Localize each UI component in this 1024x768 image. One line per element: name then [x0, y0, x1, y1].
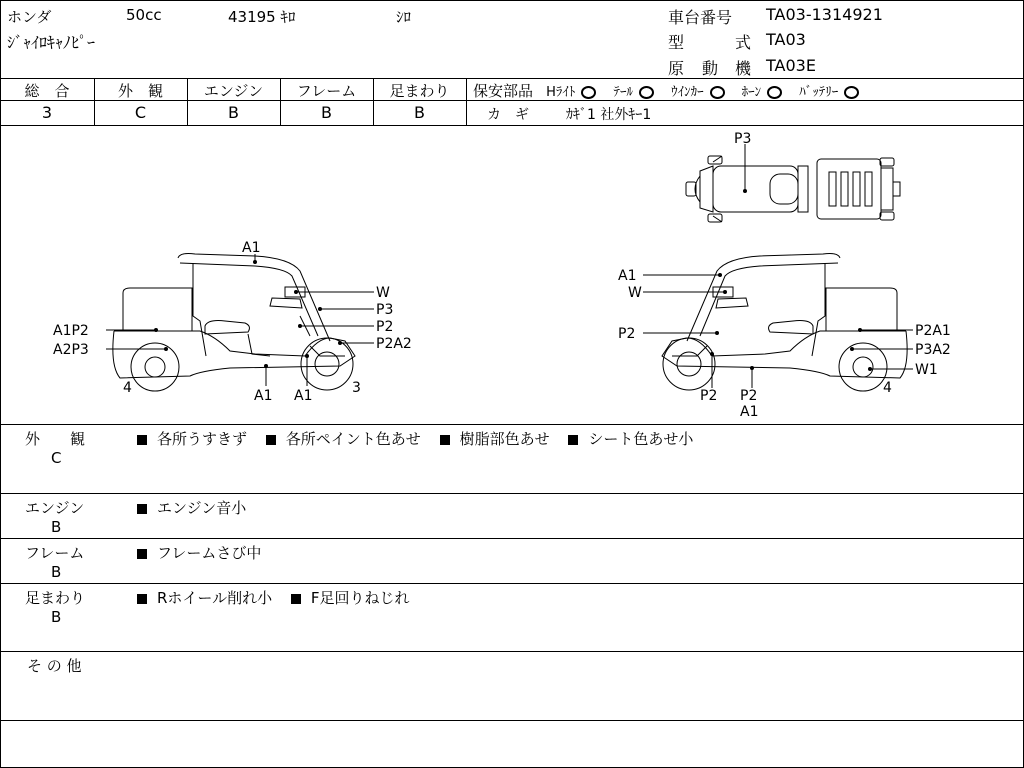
left-wheel-3-label: 3	[352, 380, 361, 396]
safety-item-headlight: Hﾗｲﾄ	[546, 85, 596, 100]
damage-diagram	[0, 126, 1024, 424]
finding-item: Rホイール削れ小	[137, 587, 272, 608]
left-side-vehicle	[113, 254, 355, 392]
safety-item-winker: ｳｲﾝｶｰ	[671, 85, 725, 100]
section-exterior-findings	[137, 428, 707, 449]
engine-label-2: 動	[702, 59, 719, 78]
type-label-1: 型	[668, 33, 685, 52]
bullet-square-icon	[137, 549, 147, 559]
bullet-square-icon	[568, 435, 578, 445]
engine-grade-label: エンジン	[203, 82, 264, 100]
key-label: カ ギ	[487, 107, 529, 123]
mileage: 43195 ｷﾛ	[228, 8, 296, 26]
bullet-square-icon	[440, 435, 450, 445]
safety-item-battery: ﾊﾞｯﾃﾘｰ	[799, 85, 859, 100]
model-name: ｼﾞｬｲﾛｷｬﾉﾋﾟｰ	[7, 33, 96, 52]
bullet-square-icon	[137, 504, 147, 514]
frame-no-label: 車台番号	[668, 8, 733, 27]
finding-item: 樹脂部色あせ	[440, 428, 550, 449]
left-p3-label: P3	[376, 302, 394, 318]
frame-no: TA03-1314921	[766, 5, 883, 24]
right-w-label: W	[628, 285, 642, 301]
finding-item: エンジン音小	[137, 497, 246, 518]
overall-label: 総 合	[24, 82, 70, 100]
safety-parts-row	[473, 80, 859, 101]
type-label-2: 式	[735, 33, 752, 52]
ok-circle-icon	[710, 86, 725, 99]
ok-circle-icon	[581, 86, 596, 99]
left-a1p2-label: A1P2	[53, 323, 89, 339]
type-value: TA03	[766, 30, 806, 49]
right-p2-bottom-label-1: P2	[700, 388, 718, 404]
section-engine-label: エンジン	[25, 499, 85, 517]
frame-grade-label: フレーム	[296, 82, 357, 100]
exterior-grade: C	[134, 103, 147, 122]
section-frame-label: フレーム	[25, 544, 85, 562]
engine-grade: B	[228, 103, 239, 122]
ok-circle-icon	[767, 86, 782, 99]
engine-label-1: 原	[668, 59, 685, 78]
key-value: ｶｷﾞ1 社外ｷｰ1	[566, 107, 652, 123]
left-a1-top-label: A1	[242, 240, 261, 256]
ok-circle-icon	[844, 86, 859, 99]
exterior-label: 外 観	[117, 82, 163, 100]
safety-item-tail: ﾃｰﾙ	[613, 85, 654, 100]
safety-label: 保安部品	[473, 82, 534, 100]
suspension-grade: B	[414, 103, 425, 122]
safety-item-horn: ﾎｰﾝ	[742, 85, 783, 100]
finding-item: シート色あせ小	[568, 428, 693, 449]
finding-item: F足回りねじれ	[291, 587, 410, 608]
right-p2-bottom-label-2: P2	[740, 388, 758, 404]
color: ｼﾛ	[396, 8, 412, 26]
finding-item: 各所ペイント色あせ	[266, 428, 421, 449]
section-frame-grade: B	[51, 563, 62, 581]
right-a1-bottom-label: A1	[740, 404, 759, 420]
left-a1-bottom-label-1: A1	[254, 388, 273, 404]
suspension-grade-label: 足まわり	[389, 82, 450, 100]
top-view-p3-label: P3	[734, 131, 752, 147]
left-a1-bottom-label-2: A1	[294, 388, 313, 404]
left-p2a2-label: P2A2	[376, 336, 412, 352]
section-engine-findings	[137, 497, 260, 518]
section-frame-findings	[137, 542, 275, 563]
right-wheel-4-label: 4	[883, 380, 892, 396]
bullet-square-icon	[266, 435, 276, 445]
bullet-square-icon	[137, 594, 147, 604]
displacement: 50cc	[126, 6, 162, 24]
bullet-square-icon	[291, 594, 301, 604]
section-suspension-findings	[137, 587, 424, 608]
right-p2-label: P2	[618, 326, 636, 342]
top-view-vehicle	[686, 156, 900, 222]
section-other-label: そ の 他	[27, 657, 82, 675]
overall-grade: 3	[41, 103, 53, 122]
engine-label-3: 機	[735, 59, 752, 78]
section-exterior-grade: C	[51, 449, 62, 467]
ok-circle-icon	[639, 86, 654, 99]
maker: ホンダ	[7, 8, 52, 26]
section-suspension-grade: B	[51, 608, 62, 626]
left-p2-label: P2	[376, 319, 394, 335]
engine-value: TA03E	[766, 56, 816, 75]
left-a2p3-label: A2P3	[53, 342, 89, 358]
finding-item: フレームさび中	[137, 542, 261, 563]
finding-item: 各所うすきず	[137, 428, 247, 449]
section-suspension-label: 足まわり	[25, 589, 86, 607]
left-w-label: W	[376, 285, 390, 301]
section-engine-grade: B	[51, 518, 62, 536]
section-exterior-label: 外 観	[25, 430, 86, 448]
frame-grade: B	[321, 103, 332, 122]
right-a1-label: A1	[618, 268, 637, 284]
right-p2a1-label: P2A1	[915, 323, 951, 339]
right-w1-label: W1	[915, 362, 938, 378]
bullet-square-icon	[137, 435, 147, 445]
right-p3a2-label: P3A2	[915, 342, 951, 358]
left-wheel-4-label: 4	[123, 380, 132, 396]
